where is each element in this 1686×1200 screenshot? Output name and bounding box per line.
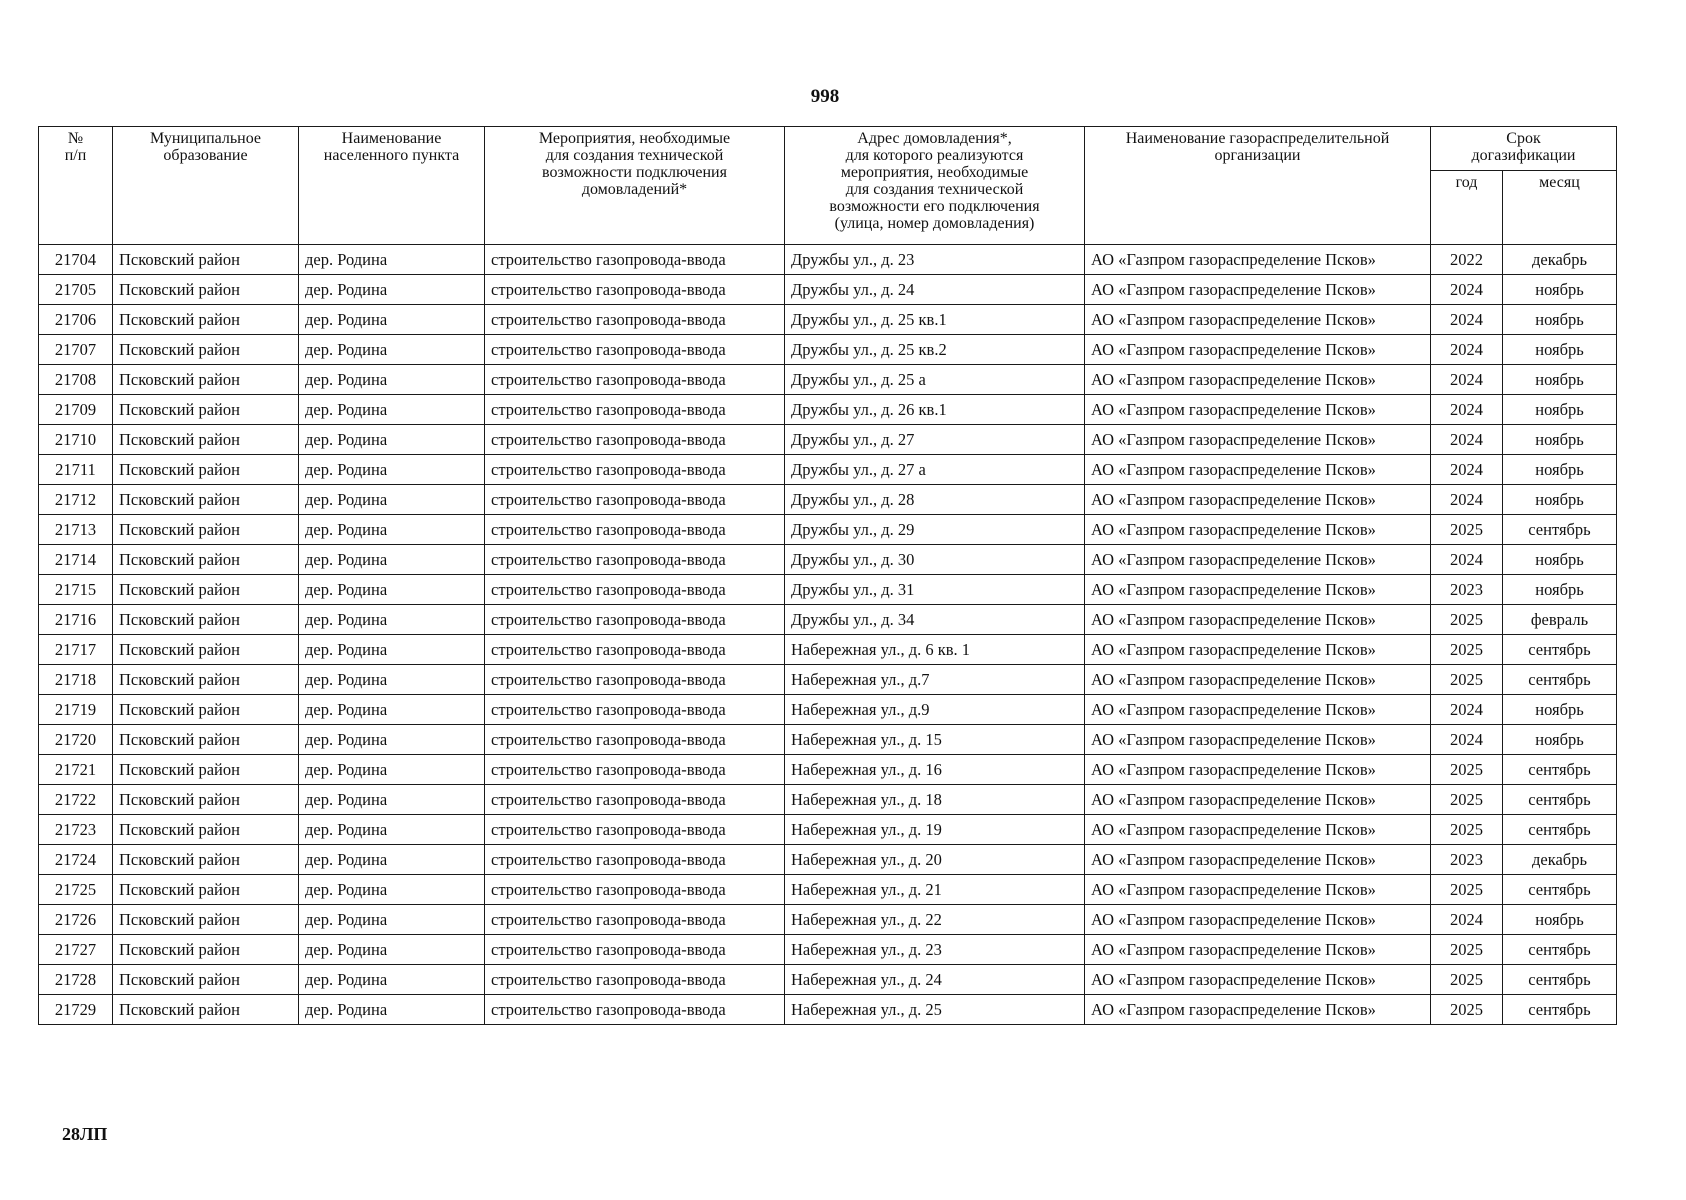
month-cell: ноябрь <box>1503 575 1617 605</box>
measures-cell: строительство газопровода-ввода <box>485 695 785 725</box>
organization-cell: АО «Газпром газораспределение Псков» <box>1085 275 1431 305</box>
measures-cell: строительство газопровода-ввода <box>485 305 785 335</box>
address-cell: Дружбы ул., д. 25 а <box>785 365 1085 395</box>
organization-cell: АО «Газпром газораспределение Псков» <box>1085 995 1431 1025</box>
municipality-cell: Псковский район <box>113 425 299 455</box>
measures-cell: строительство газопровода-ввода <box>485 965 785 995</box>
row-number: 21713 <box>39 515 113 545</box>
organization-cell: АО «Газпром газораспределение Псков» <box>1085 395 1431 425</box>
month-cell: сентябрь <box>1503 875 1617 905</box>
settlement-cell: дер. Родина <box>299 965 485 995</box>
address-cell: Дружбы ул., д. 25 кв.1 <box>785 305 1085 335</box>
year-cell: 2024 <box>1431 485 1503 515</box>
organization-cell: АО «Газпром газораспределение Псков» <box>1085 815 1431 845</box>
organization-cell: АО «Газпром газораспределение Псков» <box>1085 365 1431 395</box>
table-row <box>39 245 1617 275</box>
row-number: 21707 <box>39 335 113 365</box>
organization-cell: АО «Газпром газораспределение Псков» <box>1085 755 1431 785</box>
row-number: 21714 <box>39 545 113 575</box>
table-row <box>39 875 1617 905</box>
municipality-cell: Псковский район <box>113 905 299 935</box>
table-header <box>39 127 1617 245</box>
year-cell: 2024 <box>1431 275 1503 305</box>
measures-cell: строительство газопровода-ввода <box>485 245 785 275</box>
month-cell: сентябрь <box>1503 995 1617 1025</box>
month-cell: ноябрь <box>1503 905 1617 935</box>
municipality-cell: Псковский район <box>113 395 299 425</box>
year-cell: 2025 <box>1431 815 1503 845</box>
municipality-cell: Псковский район <box>113 875 299 905</box>
settlement-cell: дер. Родина <box>299 605 485 635</box>
address-cell: Дружбы ул., д. 27 <box>785 425 1085 455</box>
year-cell: 2022 <box>1431 245 1503 275</box>
settlement-cell: дер. Родина <box>299 665 485 695</box>
year-cell: 2025 <box>1431 785 1503 815</box>
measures-cell: строительство газопровода-ввода <box>485 455 785 485</box>
table-row <box>39 965 1617 995</box>
month-cell: сентябрь <box>1503 755 1617 785</box>
month-cell: ноябрь <box>1503 455 1617 485</box>
page-number: 998 <box>810 86 840 107</box>
settlement-cell: дер. Родина <box>299 545 485 575</box>
year-cell: 2025 <box>1431 875 1503 905</box>
measures-cell: строительство газопровода-ввода <box>485 815 785 845</box>
organization-cell: АО «Газпром газораспределение Псков» <box>1085 695 1431 725</box>
organization-cell: АО «Газпром газораспределение Псков» <box>1085 635 1431 665</box>
organization-cell: АО «Газпром газораспределение Псков» <box>1085 875 1431 905</box>
measures-cell: строительство газопровода-ввода <box>485 425 785 455</box>
municipality-cell: Псковский район <box>113 455 299 485</box>
municipality-cell: Псковский район <box>113 935 299 965</box>
row-number: 21724 <box>39 845 113 875</box>
row-number: 21719 <box>39 695 113 725</box>
table-row <box>39 515 1617 545</box>
address-cell: Набережная ул., д. 23 <box>785 935 1085 965</box>
month-cell: ноябрь <box>1503 305 1617 335</box>
address-cell: Набережная ул., д. 19 <box>785 815 1085 845</box>
table-row <box>39 545 1617 575</box>
table-row <box>39 485 1617 515</box>
month-cell: сентябрь <box>1503 515 1617 545</box>
row-number: 21728 <box>39 965 113 995</box>
month-cell: сентябрь <box>1503 635 1617 665</box>
measures-cell: строительство газопровода-ввода <box>485 605 785 635</box>
table-row <box>39 725 1617 755</box>
organization-cell: АО «Газпром газораспределение Псков» <box>1085 545 1431 575</box>
municipality-cell: Псковский район <box>113 845 299 875</box>
table-row <box>39 665 1617 695</box>
year-cell: 2025 <box>1431 935 1503 965</box>
table-row <box>39 605 1617 635</box>
measures-cell: строительство газопровода-ввода <box>485 515 785 545</box>
month-cell: ноябрь <box>1503 425 1617 455</box>
municipality-cell: Псковский район <box>113 725 299 755</box>
municipality-cell: Псковский район <box>113 995 299 1025</box>
settlement-cell: дер. Родина <box>299 635 485 665</box>
header-month: месяц <box>1503 171 1617 245</box>
year-cell: 2024 <box>1431 365 1503 395</box>
row-number: 21722 <box>39 785 113 815</box>
month-cell: ноябрь <box>1503 365 1617 395</box>
measures-cell: строительство газопровода-ввода <box>485 935 785 965</box>
measures-cell: строительство газопровода-ввода <box>485 395 785 425</box>
settlement-cell: дер. Родина <box>299 755 485 785</box>
row-number: 21706 <box>39 305 113 335</box>
year-cell: 2025 <box>1431 755 1503 785</box>
table-body <box>39 245 1617 1025</box>
header-address: Адрес домовладения*, для которого реализуются мероприятия, необходимые для создания технической возможности его подключения (улица, номер домовладения) <box>785 127 1085 245</box>
address-cell: Набережная ул., д. 21 <box>785 875 1085 905</box>
table-row <box>39 845 1617 875</box>
settlement-cell: дер. Родина <box>299 485 485 515</box>
municipality-cell: Псковский район <box>113 575 299 605</box>
address-cell: Набережная ул., д.9 <box>785 695 1085 725</box>
row-number: 21715 <box>39 575 113 605</box>
month-cell: ноябрь <box>1503 545 1617 575</box>
year-cell: 2025 <box>1431 605 1503 635</box>
month-cell: сентябрь <box>1503 665 1617 695</box>
municipality-cell: Псковский район <box>113 815 299 845</box>
month-cell: ноябрь <box>1503 725 1617 755</box>
header-municipality: Муниципальное образование <box>113 127 299 245</box>
footer-code: 28ЛП <box>62 1124 108 1144</box>
organization-cell: АО «Газпром газораспределение Псков» <box>1085 335 1431 365</box>
row-number: 21716 <box>39 605 113 635</box>
year-cell: 2025 <box>1431 995 1503 1025</box>
table-row <box>39 455 1617 485</box>
settlement-cell: дер. Родина <box>299 815 485 845</box>
address-cell: Дружбы ул., д. 30 <box>785 545 1085 575</box>
municipality-cell: Псковский район <box>113 275 299 305</box>
header-measures: Мероприятия, необходимые для создания технической возможности подключения домовладений* <box>485 127 785 245</box>
table-row <box>39 335 1617 365</box>
row-number: 21717 <box>39 635 113 665</box>
month-cell: декабрь <box>1503 845 1617 875</box>
row-number: 21712 <box>39 485 113 515</box>
settlement-cell: дер. Родина <box>299 305 485 335</box>
municipality-cell: Псковский район <box>113 665 299 695</box>
measures-cell: строительство газопровода-ввода <box>485 725 785 755</box>
municipality-cell: Псковский район <box>113 755 299 785</box>
settlement-cell: дер. Родина <box>299 425 485 455</box>
municipality-cell: Псковский район <box>113 335 299 365</box>
organization-cell: АО «Газпром газораспределение Псков» <box>1085 905 1431 935</box>
year-cell: 2024 <box>1431 335 1503 365</box>
address-cell: Дружбы ул., д. 28 <box>785 485 1085 515</box>
year-cell: 2025 <box>1431 965 1503 995</box>
municipality-cell: Псковский район <box>113 245 299 275</box>
table-row <box>39 935 1617 965</box>
table-row <box>39 365 1617 395</box>
row-number: 21708 <box>39 365 113 395</box>
municipality-cell: Псковский район <box>113 695 299 725</box>
month-cell: ноябрь <box>1503 395 1617 425</box>
month-cell: ноябрь <box>1503 485 1617 515</box>
settlement-cell: дер. Родина <box>299 845 485 875</box>
year-cell: 2024 <box>1431 305 1503 335</box>
header-year: год <box>1431 171 1503 245</box>
address-cell: Дружбы ул., д. 27 а <box>785 455 1085 485</box>
row-number: 21723 <box>39 815 113 845</box>
organization-cell: АО «Газпром газораспределение Псков» <box>1085 425 1431 455</box>
municipality-cell: Псковский район <box>113 545 299 575</box>
address-cell: Набережная ул., д. 18 <box>785 785 1085 815</box>
settlement-cell: дер. Родина <box>299 935 485 965</box>
organization-cell: АО «Газпром газораспределение Псков» <box>1085 725 1431 755</box>
settlement-cell: дер. Родина <box>299 395 485 425</box>
month-cell: ноябрь <box>1503 275 1617 305</box>
settlement-cell: дер. Родина <box>299 695 485 725</box>
month-cell: декабрь <box>1503 245 1617 275</box>
address-cell: Дружбы ул., д. 29 <box>785 515 1085 545</box>
measures-cell: строительство газопровода-ввода <box>485 665 785 695</box>
month-cell: ноябрь <box>1503 695 1617 725</box>
table-row <box>39 425 1617 455</box>
address-cell: Набережная ул., д. 6 кв. 1 <box>785 635 1085 665</box>
table-row <box>39 815 1617 845</box>
year-cell: 2024 <box>1431 725 1503 755</box>
organization-cell: АО «Газпром газораспределение Псков» <box>1085 485 1431 515</box>
year-cell: 2024 <box>1431 395 1503 425</box>
month-cell: сентябрь <box>1503 815 1617 845</box>
address-cell: Дружбы ул., д. 25 кв.2 <box>785 335 1085 365</box>
settlement-cell: дер. Родина <box>299 515 485 545</box>
table-row <box>39 635 1617 665</box>
year-cell: 2025 <box>1431 515 1503 545</box>
address-cell: Набережная ул., д. 15 <box>785 725 1085 755</box>
settlement-cell: дер. Родина <box>299 365 485 395</box>
row-number: 21704 <box>39 245 113 275</box>
measures-cell: строительство газопровода-ввода <box>485 545 785 575</box>
settlement-cell: дер. Родина <box>299 455 485 485</box>
measures-cell: строительство газопровода-ввода <box>485 275 785 305</box>
measures-cell: строительство газопровода-ввода <box>485 995 785 1025</box>
address-cell: Набережная ул., д. 20 <box>785 845 1085 875</box>
header-num: № п/п <box>39 127 113 245</box>
organization-cell: АО «Газпром газораспределение Псков» <box>1085 845 1431 875</box>
year-cell: 2024 <box>1431 545 1503 575</box>
month-cell: сентябрь <box>1503 785 1617 815</box>
organization-cell: АО «Газпром газораспределение Псков» <box>1085 605 1431 635</box>
municipality-cell: Псковский район <box>113 485 299 515</box>
address-cell: Набережная ул., д.7 <box>785 665 1085 695</box>
measures-cell: строительство газопровода-ввода <box>485 335 785 365</box>
row-number: 21727 <box>39 935 113 965</box>
table-row <box>39 905 1617 935</box>
row-number: 21710 <box>39 425 113 455</box>
month-cell: сентябрь <box>1503 965 1617 995</box>
organization-cell: АО «Газпром газораспределение Псков» <box>1085 245 1431 275</box>
address-cell: Набережная ул., д. 22 <box>785 905 1085 935</box>
settlement-cell: дер. Родина <box>299 905 485 935</box>
year-cell: 2024 <box>1431 905 1503 935</box>
table-row <box>39 695 1617 725</box>
organization-cell: АО «Газпром газораспределение Псков» <box>1085 515 1431 545</box>
measures-cell: строительство газопровода-ввода <box>485 905 785 935</box>
table-row <box>39 575 1617 605</box>
settlement-cell: дер. Родина <box>299 575 485 605</box>
measures-cell: строительство газопровода-ввода <box>485 755 785 785</box>
address-cell: Набережная ул., д. 16 <box>785 755 1085 785</box>
measures-cell: строительство газопровода-ввода <box>485 635 785 665</box>
settlement-cell: дер. Родина <box>299 275 485 305</box>
municipality-cell: Псковский район <box>113 515 299 545</box>
row-number: 21711 <box>39 455 113 485</box>
measures-cell: строительство газопровода-ввода <box>485 875 785 905</box>
year-cell: 2023 <box>1431 845 1503 875</box>
measures-cell: строительство газопровода-ввода <box>485 485 785 515</box>
table-row <box>39 755 1617 785</box>
table-row <box>39 305 1617 335</box>
row-number: 21725 <box>39 875 113 905</box>
table-row <box>39 395 1617 425</box>
address-cell: Дружбы ул., д. 23 <box>785 245 1085 275</box>
municipality-cell: Псковский район <box>113 785 299 815</box>
settlement-cell: дер. Родина <box>299 995 485 1025</box>
municipality-cell: Псковский район <box>113 965 299 995</box>
header-settlement: Наименование населенного пункта <box>299 127 485 245</box>
municipality-cell: Псковский район <box>113 365 299 395</box>
address-cell: Дружбы ул., д. 24 <box>785 275 1085 305</box>
address-cell: Набережная ул., д. 24 <box>785 965 1085 995</box>
year-cell: 2025 <box>1431 635 1503 665</box>
address-cell: Дружбы ул., д. 31 <box>785 575 1085 605</box>
organization-cell: АО «Газпром газораспределение Псков» <box>1085 785 1431 815</box>
row-number: 21709 <box>39 395 113 425</box>
organization-cell: АО «Газпром газораспределение Псков» <box>1085 965 1431 995</box>
row-number: 21705 <box>39 275 113 305</box>
header-org: Наименование газораспределительной организации <box>1085 127 1431 245</box>
year-cell: 2023 <box>1431 575 1503 605</box>
month-cell: сентябрь <box>1503 935 1617 965</box>
settlement-cell: дер. Родина <box>299 245 485 275</box>
table-row <box>39 275 1617 305</box>
row-number: 21720 <box>39 725 113 755</box>
month-cell: февраль <box>1503 605 1617 635</box>
row-number: 21718 <box>39 665 113 695</box>
organization-cell: АО «Газпром газораспределение Псков» <box>1085 455 1431 485</box>
measures-cell: строительство газопровода-ввода <box>485 785 785 815</box>
organization-cell: АО «Газпром газораспределение Псков» <box>1085 575 1431 605</box>
municipality-cell: Псковский район <box>113 305 299 335</box>
measures-cell: строительство газопровода-ввода <box>485 575 785 605</box>
address-cell: Дружбы ул., д. 34 <box>785 605 1085 635</box>
measures-cell: строительство газопровода-ввода <box>485 365 785 395</box>
row-number: 21721 <box>39 755 113 785</box>
month-cell: ноябрь <box>1503 335 1617 365</box>
table-row <box>39 995 1617 1025</box>
year-cell: 2024 <box>1431 695 1503 725</box>
row-number: 21729 <box>39 995 113 1025</box>
year-cell: 2024 <box>1431 425 1503 455</box>
settlement-cell: дер. Родина <box>299 725 485 755</box>
settlement-cell: дер. Родина <box>299 335 485 365</box>
address-cell: Набережная ул., д. 25 <box>785 995 1085 1025</box>
organization-cell: АО «Газпром газораспределение Псков» <box>1085 305 1431 335</box>
municipality-cell: Псковский район <box>113 605 299 635</box>
gasification-table <box>38 126 1617 1025</box>
year-cell: 2025 <box>1431 665 1503 695</box>
address-cell: Дружбы ул., д. 26 кв.1 <box>785 395 1085 425</box>
organization-cell: АО «Газпром газораспределение Псков» <box>1085 665 1431 695</box>
settlement-cell: дер. Родина <box>299 785 485 815</box>
row-number: 21726 <box>39 905 113 935</box>
measures-cell: строительство газопровода-ввода <box>485 845 785 875</box>
organization-cell: АО «Газпром газораспределение Псков» <box>1085 935 1431 965</box>
header-term: Срок догазификации <box>1431 127 1617 171</box>
municipality-cell: Псковский район <box>113 635 299 665</box>
settlement-cell: дер. Родина <box>299 875 485 905</box>
year-cell: 2024 <box>1431 455 1503 485</box>
table-row <box>39 785 1617 815</box>
